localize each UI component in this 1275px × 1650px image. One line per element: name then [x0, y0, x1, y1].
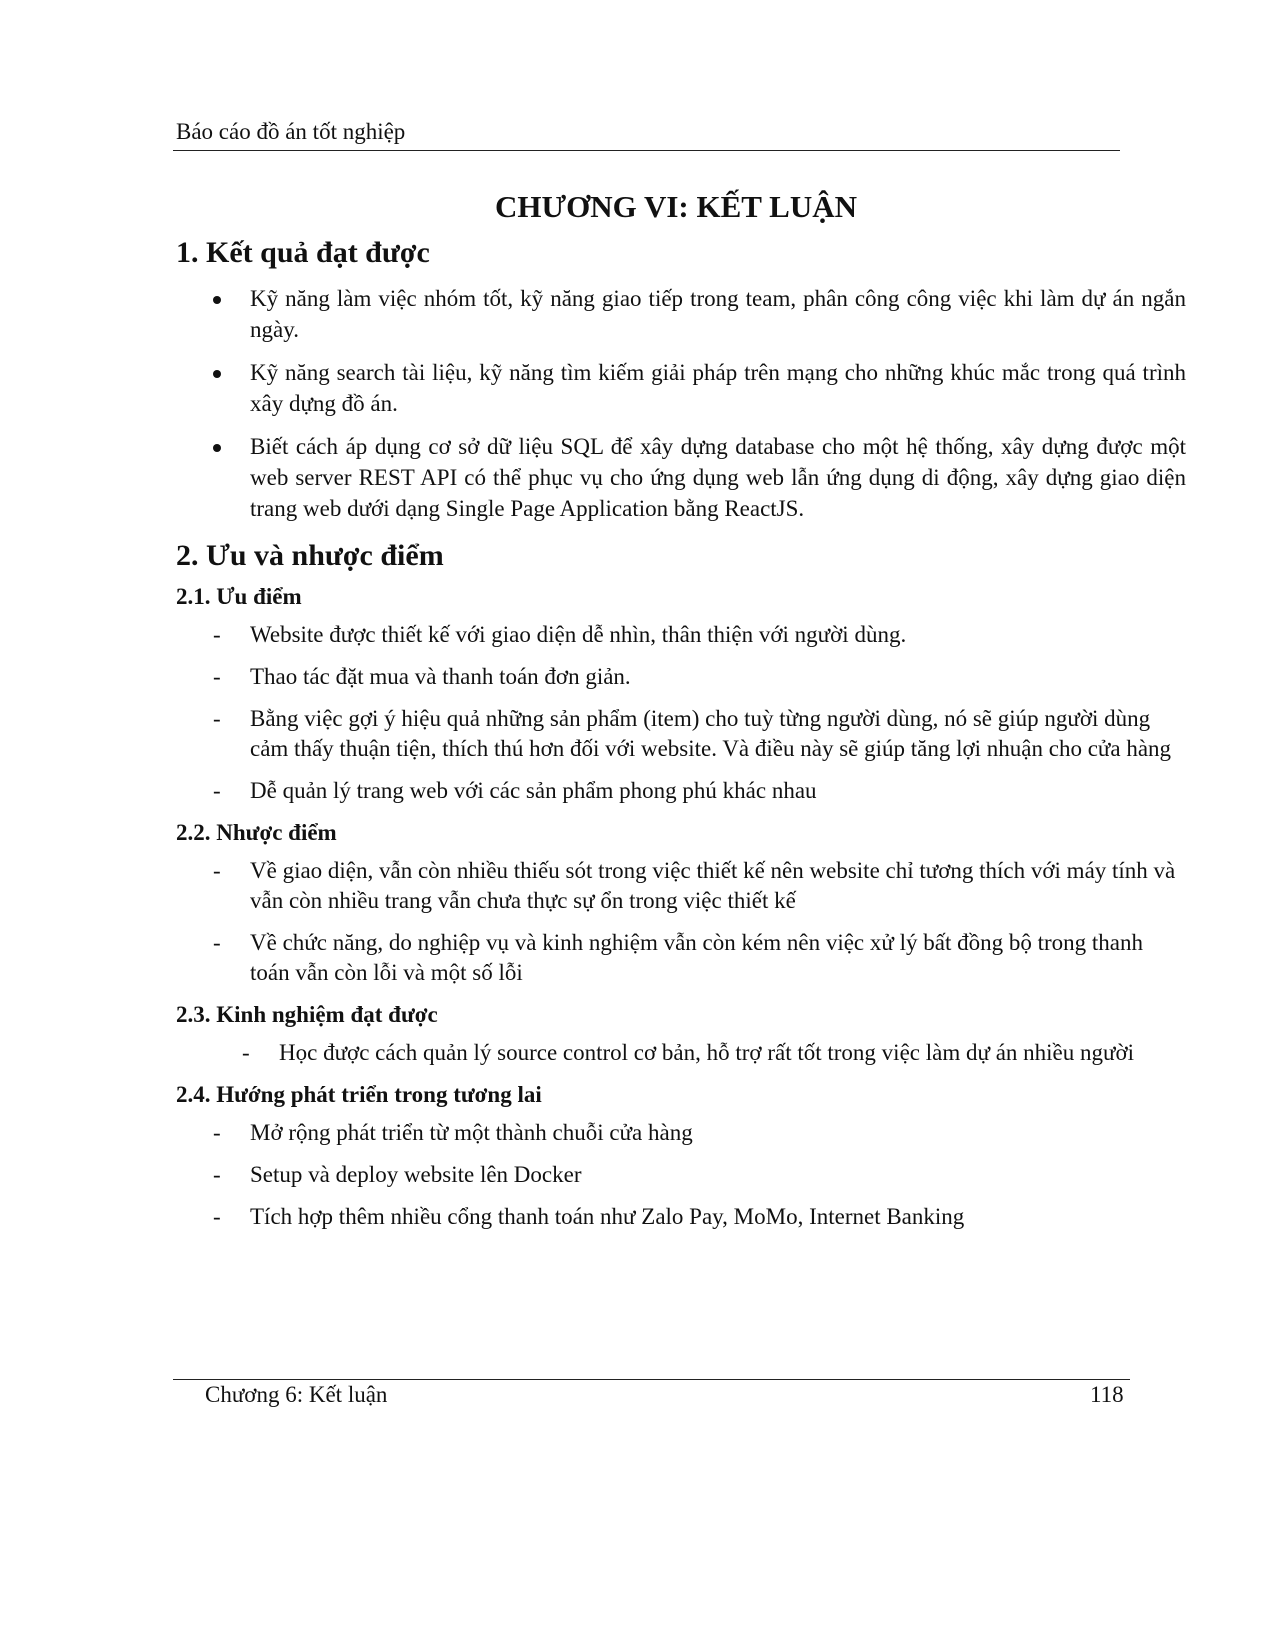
chapter-title: CHƯƠNG VI: KẾT LUẬN	[495, 189, 857, 224]
list-item-text: Biết cách áp dụng cơ sở dữ liệu SQL để xây dựng database cho một hệ thống, xây dựng được một web server REST API có thể phục vụ cho ứng dụng web lẫn ứng dụng di động, xây dựng giao diện trang web dưới dạng Single Page Application bằng ReactJS.	[250, 434, 1186, 521]
subsection-2-4-list	[176, 1118, 1186, 1232]
list-item-text: Về giao diện, vẫn còn nhiều thiếu sót trong việc thiết kế nên website chỉ tương thích với máy tính và vẫn còn nhiều trang vẫn chưa thực sự ổn trong việc thiết kế	[250, 858, 1176, 913]
dash-icon: -	[213, 1120, 221, 1145]
list-item-text: Dễ quản lý trang web với các sản phẩm phong phú khác nhau	[250, 778, 817, 803]
dash-icon: -	[213, 1204, 221, 1229]
dash-icon: -	[213, 930, 221, 955]
list-item	[176, 283, 1186, 345]
dash-icon: -	[242, 1040, 250, 1065]
list-item	[176, 1160, 1186, 1190]
subsection-2-1-heading: 2.1. Ưu điểm	[176, 584, 302, 609]
list-item-text: Mở rộng phát triển từ một thành chuỗi cửa hàng	[250, 1120, 693, 1145]
dash-icon: -	[213, 664, 221, 689]
list-item-text: Học được cách quản lý source control cơ bản, hỗ trợ rất tốt trong việc làm dự án nhiều người	[279, 1040, 1135, 1065]
list-item	[176, 704, 1186, 764]
header-rule	[173, 150, 1120, 151]
section-2-heading: 2. Ưu và nhược điểm	[176, 539, 444, 572]
subsection-2-2-heading: 2.2. Nhược điểm	[176, 820, 337, 845]
list-item	[176, 431, 1186, 524]
dash-icon: -	[213, 706, 221, 731]
dash-icon: -	[213, 858, 221, 883]
subsection-2-3-heading: 2.3. Kinh nghiệm đạt được	[176, 1002, 438, 1027]
list-item	[176, 928, 1186, 988]
footer-chapter-label: Chương 6: Kết luận	[205, 1382, 388, 1407]
subsection-2-3-list	[176, 1038, 1186, 1068]
list-item-text: Thao tác đặt mua và thanh toán đơn giản.	[250, 664, 631, 689]
list-item	[176, 662, 1186, 692]
list-item	[176, 1118, 1186, 1148]
bullet-icon	[213, 296, 221, 304]
list-item	[176, 776, 1186, 806]
list-item-text: Website được thiết kế với giao diện dễ nhìn, thân thiện với người dùng.	[250, 622, 907, 647]
list-item-text: Tích hợp thêm nhiều cổng thanh toán như Zalo Pay, MoMo, Internet Banking	[250, 1204, 965, 1229]
section-1-list	[176, 283, 1186, 524]
footer-rule	[173, 1379, 1130, 1380]
list-item-text: Kỹ năng làm việc nhóm tốt, kỹ năng giao tiếp trong team, phân công công việc khi làm dự án ngắn ngày.	[250, 286, 1186, 342]
list-item-text: Bằng việc gợi ý hiệu quả những sản phẩm (item) cho tuỳ từng người dùng, nó sẽ giúp người dùng cảm thấy thuận tiện, thích thú hơn đối với website. Và điều này sẽ giúp tăng lợi nhuận cho cửa hàng	[250, 706, 1172, 761]
list-item	[176, 620, 1186, 650]
section-1-heading: 1. Kết quả đạt được	[176, 236, 430, 269]
page-number: 118	[1090, 1382, 1124, 1407]
subsection-2-1-list	[176, 620, 1186, 806]
list-item-text: Về chức năng, do nghiệp vụ và kinh nghiệm vẫn còn kém nên việc xử lý bất đồng bộ trong thanh toán vẫn còn lỗi và một số lỗi	[250, 930, 1143, 985]
list-item-text: Kỹ năng search tài liệu, kỹ năng tìm kiếm giải pháp trên mạng cho những khúc mắc trong quá trình xây dựng đồ án.	[250, 360, 1186, 416]
list-item-text: Setup và deploy website lên Docker	[250, 1162, 582, 1187]
dash-icon: -	[213, 778, 221, 803]
page-body	[176, 230, 1186, 1244]
running-header: Báo cáo đồ án tốt nghiệp	[176, 119, 406, 144]
subsection-2-2-list	[176, 856, 1186, 988]
dash-icon: -	[213, 622, 221, 647]
subsection-2-4-heading: 2.4. Hướng phát triển trong tương lai	[176, 1082, 542, 1107]
list-item	[176, 357, 1186, 419]
bullet-icon	[213, 444, 221, 452]
list-item	[176, 1202, 1186, 1232]
bullet-icon	[213, 370, 221, 378]
list-item	[176, 856, 1186, 916]
list-item	[176, 1038, 1186, 1068]
dash-icon: -	[213, 1162, 221, 1187]
